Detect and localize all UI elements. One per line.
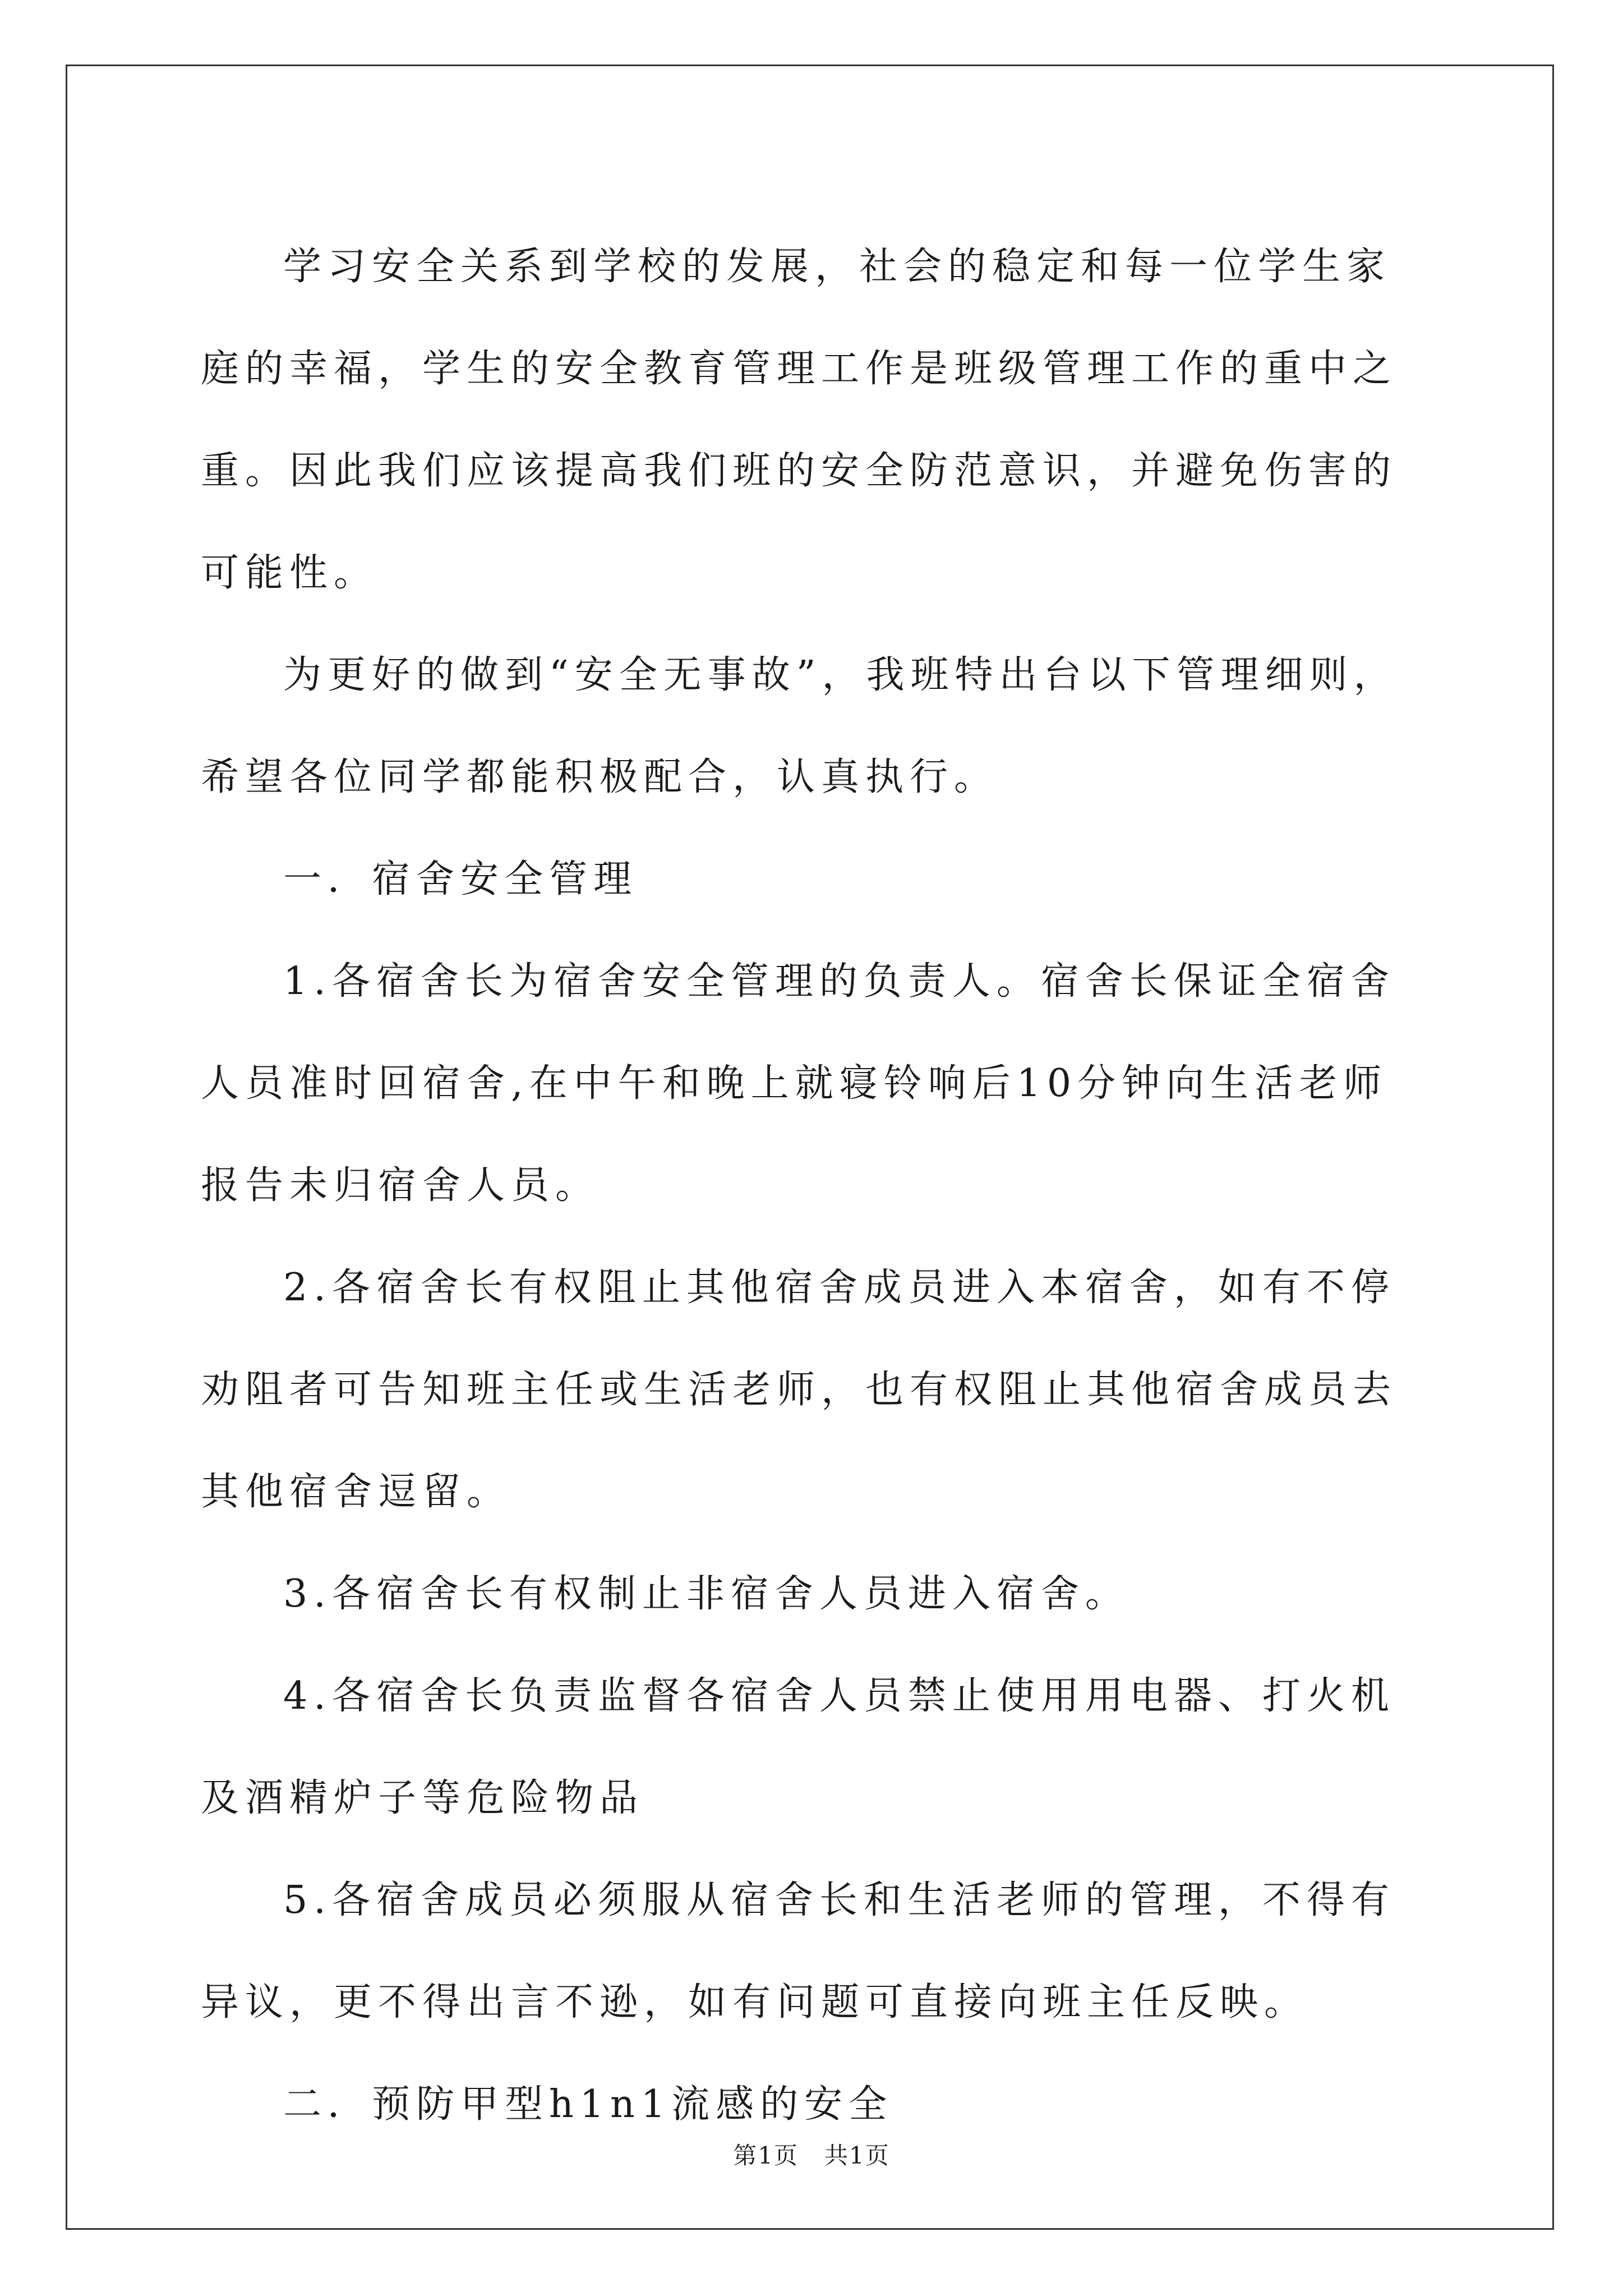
document-body — [201, 216, 1423, 2156]
section-heading-dormitory: 一．宿舍安全管理 — [283, 857, 638, 901]
rule-item-3: 3.各宿舍长有权制止非宿舍人员进入宿舍。 — [283, 1572, 1129, 1616]
rule-item-1: 1.各宿舍长为宿舍安全管理的负责人。宿舍长保证全宿舍人员准时回宿舍,在中午和晚上就寝铃响后10分钟向生活老师报告未归宿舍人员。 — [201, 959, 1395, 1208]
rule-item-5: 5.各宿舍成员必须服从宿舍长和生活老师的管理，不得有异议，更不得出言不逊，如有问题可直接向班主任反映。 — [201, 1878, 1395, 2024]
section-heading-flu: 二．预防甲型h1n1流感的安全 — [283, 2082, 893, 2127]
paragraph-intro: 学习安全关系到学校的发展，社会的稳定和每一位学生家庭的幸福，学生的安全教育管理工作是班级管理工作的重中之重。因此我们应该提高我们班的安全防范意识，并避免伤害的可能性。 — [201, 245, 1398, 595]
rule-item-4: 4.各宿舍长负责监督各宿舍人员禁止使用用电器、打火机及酒精炉子等危险物品 — [201, 1674, 1395, 1820]
paragraph-purpose: 为更好的做到“安全无事故”，我班特出台以下管理细则，希望各位同学都能积极配合，认真执行。 — [201, 653, 1398, 799]
page-footer: 第1页 共1页 — [733, 2142, 890, 2169]
rule-item-2: 2.各宿舍长有权阻止其他宿舍成员进入本宿舍，如有不停劝阻者可告知班主任或生活老师，也有权阻止其他宿舍成员去其他宿舍逗留。 — [201, 1266, 1398, 1514]
